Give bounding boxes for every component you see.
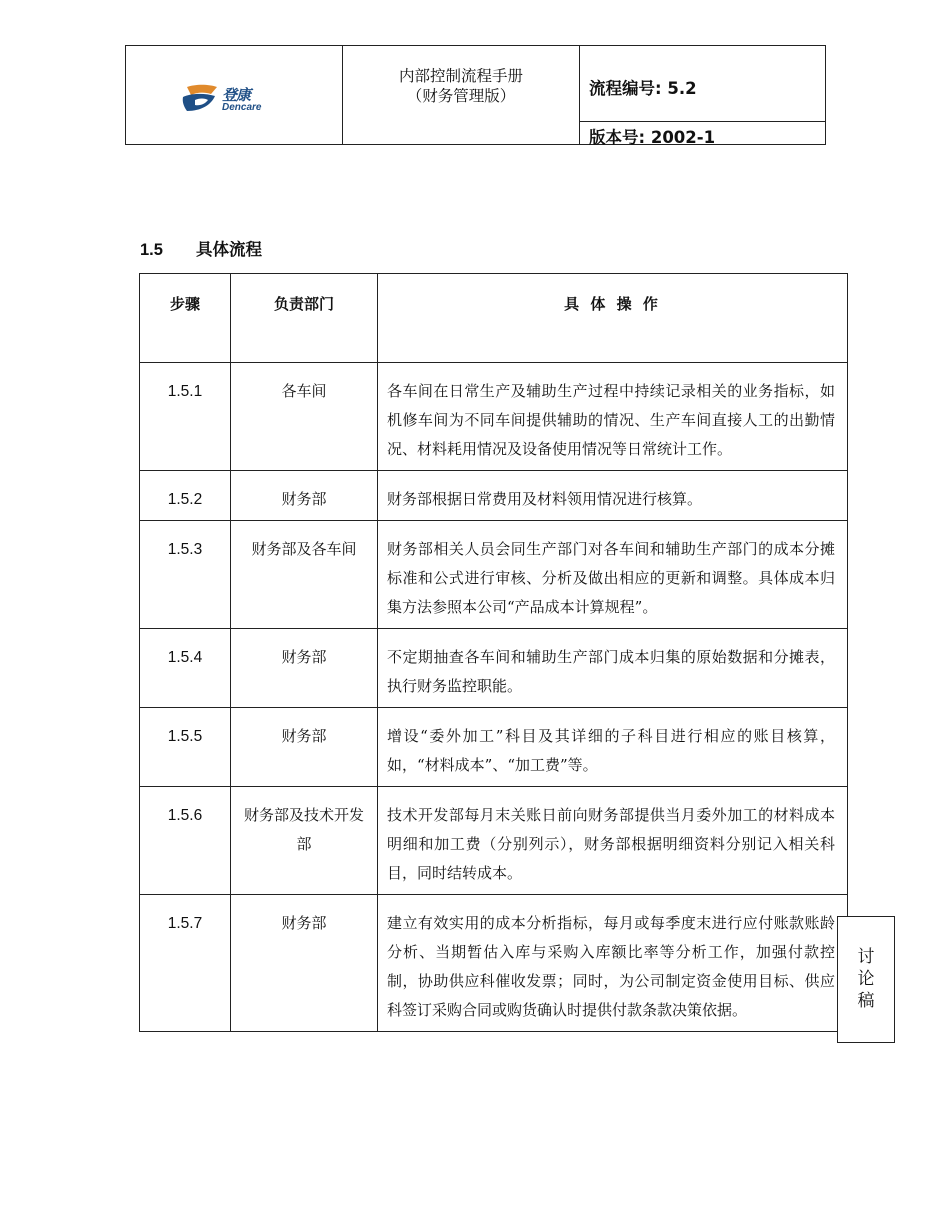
row-operation: 不定期抽查各车间和辅助生产部门成本归集的原始数据和分摊表，执行财务监控职能。 [378,629,848,708]
table-row [140,787,848,895]
draft-stamp-char: 论 [857,969,875,989]
row-step: 1.5.7 [140,895,231,1032]
row-department: 财务部 [231,471,378,521]
row-operation: 财务部相关人员会同生产部门对各车间和辅助生产部门的成本分摊标准和公式进行审核、分析及做出相应的更新和调整。具体成本归集方法参照本公司“产品成本计算规程”。 [378,521,848,629]
row-step: 1.5.3 [140,521,231,629]
section-number: 1.5 [140,241,163,259]
version-number: 版本号: 2002-1 [589,128,716,147]
logo-name-cn: 登康 [222,86,251,104]
row-department: 财务部及技术开发部 [231,787,378,895]
header-step: 步骤 [140,274,231,363]
row-step: 1.5.6 [140,787,231,895]
row-department: 财务部 [231,708,378,787]
draft-stamp [837,916,895,1043]
row-step: 1.5.4 [140,629,231,708]
table-row [140,363,848,471]
row-department: 财务部 [231,629,378,708]
header-logo-cell [126,46,343,144]
manual-subtitle: （财务管理版） [406,87,516,105]
table-row [140,521,848,629]
row-operation: 建立有效实用的成本分析指标，每月或每季度末进行应付账款账龄分析、当期暂估入库与采购入库额比率等分析工作，加强付款控制，协助供应科催收发票；同时，为公司制定资金使用目标、供应科签订采购合同或购货确认时提供付款条款决策依据。 [378,895,848,1032]
row-department: 财务部及各车间 [231,521,378,629]
section-heading [140,236,262,260]
row-department: 各车间 [231,363,378,471]
row-operation: 增设“委外加工”科目及其详细的子科目进行相应的账目核算，如，“材料成本”、“加工费”等。 [378,708,848,787]
row-operation: 技术开发部每月末关账日前向财务部提供当月委外加工的材料成本明细和加工费（分别列示），财务部根据明细资料分别记入相关科目，同时结转成本。 [378,787,848,895]
document-header [125,45,826,145]
header-department: 负责部门 [231,274,378,363]
process-table [139,273,848,1032]
row-step: 1.5.5 [140,708,231,787]
header-info-cell [580,46,825,147]
table-header-row [140,274,848,363]
draft-stamp-char: 稿 [857,991,875,1011]
section-title: 具体流程 [196,240,262,259]
row-operation: 财务部根据日常费用及材料领用情况进行核算。 [378,471,848,521]
manual-title: 内部控制流程手册 [398,67,523,85]
table-row [140,629,848,708]
header-title-cell [343,46,580,144]
logo-emblem-icon [181,83,221,115]
row-operation: 各车间在日常生产及辅助生产过程中持续记录相关的业务指标，如机修车间为不同车间提供辅助的情况、生产车间直接人工的出勤情况、材料耗用情况及设备使用情况等日常统计工作。 [378,363,848,471]
table-row [140,471,848,521]
header-operation: 具 体 操 作 [378,274,848,363]
table-row [140,708,848,787]
table-row [140,895,848,1032]
company-logo [181,83,281,117]
process-number: 流程编号: 5.2 [589,79,697,98]
row-department: 财务部 [231,895,378,1032]
draft-stamp-char: 讨 [857,947,875,967]
row-step: 1.5.2 [140,471,231,521]
logo-name-en: Dencare [222,102,262,113]
row-step: 1.5.1 [140,363,231,471]
